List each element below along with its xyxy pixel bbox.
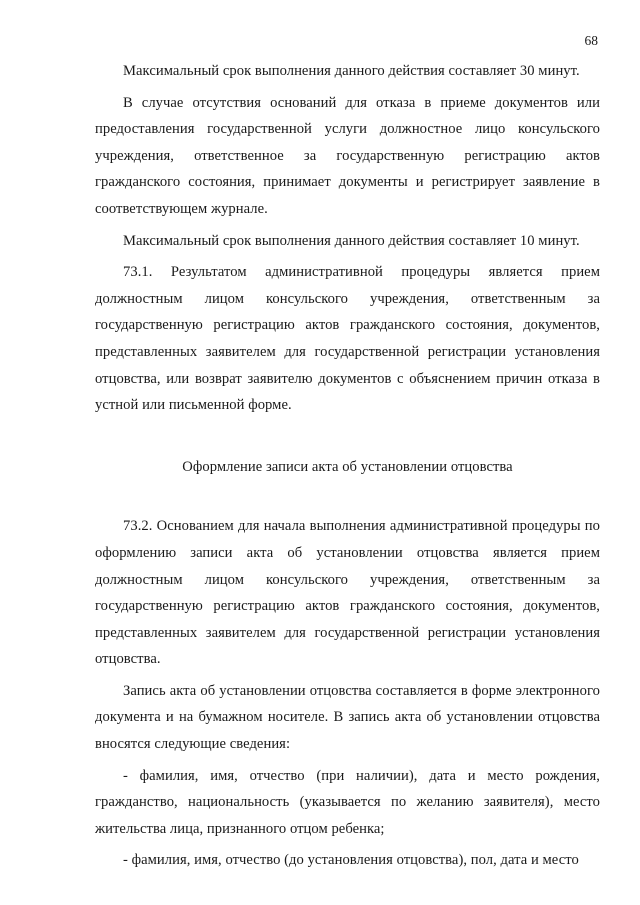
section-heading: Оформление записи акта об установлении отцовства [182, 458, 513, 475]
paragraph-acceptance: В случае отсутствия оснований для отказа в приеме документов или предоставления государственной услуги должностное лицо консульского учреждения, ответственное за государственную регистрацию актов гражданского состояния, принимает документы и регистрирует заявление в соответствующем журнале. [95, 94, 600, 217]
list-item-father-info: - фамилия, имя, отчество (при наличии), дата и место рождения, гражданство, национальность (указывается по желанию заявителя), место жительства лица, признанного отцом ребенка; [95, 767, 600, 837]
list-item-child-info: - фамилия, имя, отчество (до установления отцовства), пол, дата и место [123, 852, 579, 869]
paragraph-max-time-10: Максимальный срок выполнения данного действия составляет 10 минут. [123, 232, 580, 249]
paragraph-73-2: 73.2. Основанием для начала выполнения административной процедуры по оформлению записи акта об установлении отцовства является прием должностным лицом консульского учреждения, ответственным за государственную регистрацию актов гражданского состояния, документов, представленных заявителем для государственной регистрации установления отцовства. [95, 518, 600, 668]
paragraph-record-form: Запись акта об установлении отцовства составляется в форме электронного документа и на бумажном носителе. В запись акта об установлении отцовства вносятся следующие сведения: [95, 682, 600, 753]
paragraph-73-1: 73.1. Результатом административной процедуры является прием должностным лицом консульского учреждения, ответственным за государственную регистрацию актов гражданского состояния, документов, представленных заявителем для государственной регистрации установления отцовства, или возврат заявителю документов с объяснением причин отказа в устной или письменной форме. [95, 264, 600, 414]
document-body [95, 58, 600, 874]
paragraph-max-time-30: Максимальный срок выполнения данного действия составляет 30 минут. [123, 63, 580, 79]
page-number: 68 [584, 33, 598, 48]
